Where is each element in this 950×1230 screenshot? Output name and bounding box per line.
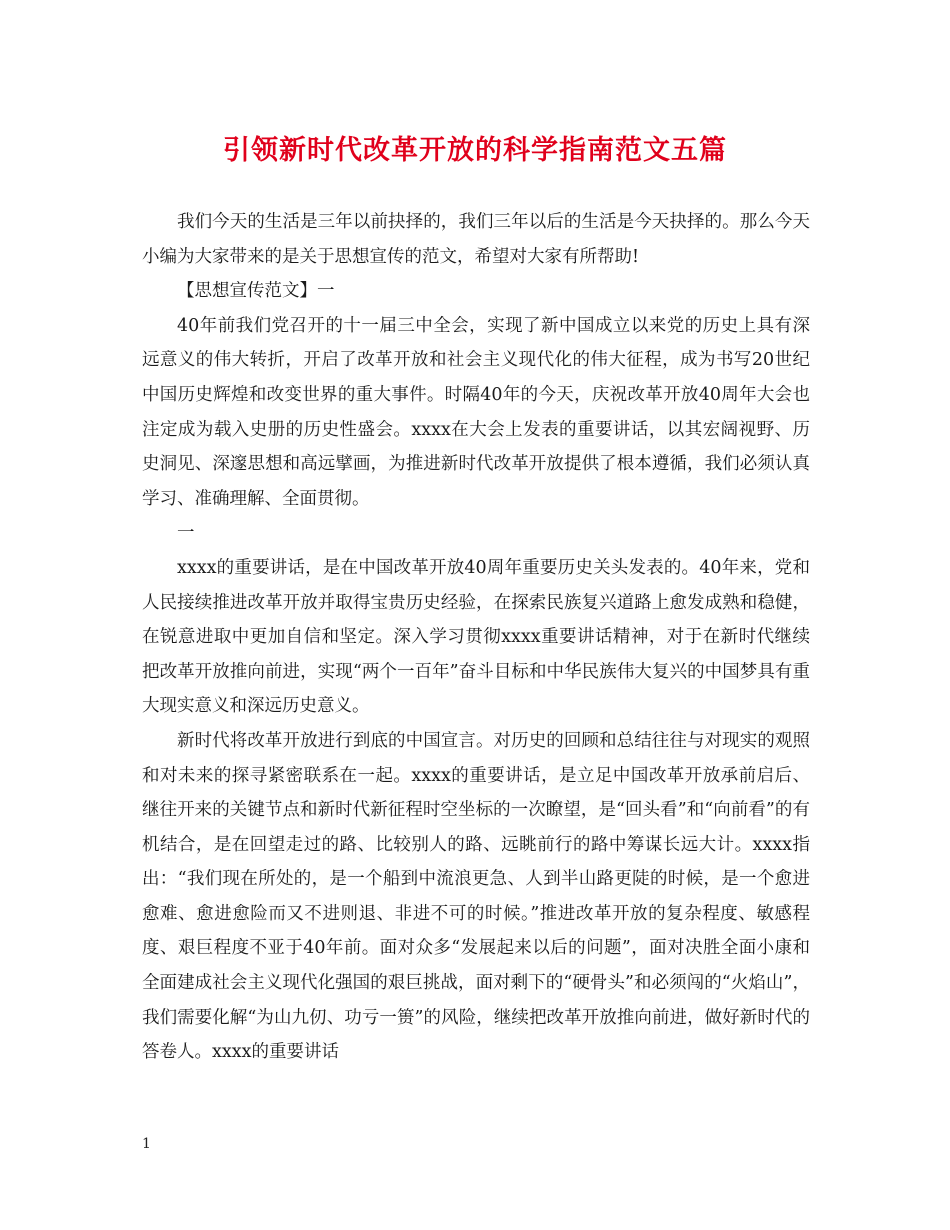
body-paragraph: 40年前我们党召开的十一届三中全会，实现了新中国成立以来党的历史上具有深远意义的伟大转折，开启了改革开放和社会主义现代化的伟大征程，成为书写20世纪中国历史辉煌和改变世界的重大事件。时隔40年的今天，庆祝改革开放40周年大会也注定成为载入史册的历史性盛会。xxxx在大会上发表的重要讲话，以其宏阔视野、历史洞见、深邃思想和高远擘画，为推进新时代改革开放提供了根本遵循，我们必须认真学习、准确理解、全面贯彻。 (142, 315, 810, 509)
body-paragraph: 新时代将改革开放进行到底的中国宣言。对历史的回顾和总结往往与对现实的观照和对未来的探寻紧密联系在一起。xxxx的重要讲话，是立足中国改革开放承前启后、继往开来的关键节点和新时代新征程时空坐标的一次瞭望，是“回头看”和“向前看”的有机结合，是在回望走过的路、比较别人的路、远眺前行的路中筹谋长远大计。xxxx指出：“我们现在所处的，是一个船到中流浪更急、人到半山路更陡的时候，是一个愈进愈难、愈进愈险而又不进则退、非进不可的时候。”推进改革开放的复杂程度、敏感程度、艰巨程度不亚于40年前。面对众多“发展起来以后的问题”，面对决胜全面小康和全面建成社会主义现代化强国的艰巨挑战，面对剩下的“硬骨头”和必须闯的“火焰山”，我们需要化解“为山九仞、功亏一篑”的风险，继续把改革开放推向前进，做好新时代的答卷人。xxxx的重要讲话 (142, 730, 810, 1063)
intro-paragraph: 我们今天的生活是三年以前抉择的，我们三年以后的生活是今天抉择的。那么今天小编为大家带来的是关于思想宣传的范文，希望对大家有所帮助! (142, 212, 810, 267)
document-title: 引领新时代改革开放的科学指南范文五篇 (223, 135, 727, 166)
section-marker: 一 (177, 523, 195, 544)
page-number: 1 (142, 1136, 151, 1152)
document-body (142, 205, 810, 1070)
body-paragraph: xxxx的重要讲话，是在中国改革开放40周年重要历史关头发表的。40年来，党和人民接续推进改革开放并取得宝贵历史经验，在探索民族复兴道路上愈发成熟和稳健，在锐意进取中更加自信和坚定。深入学习贯彻xxxx重要讲话精神，对于在新时代继续把改革开放推向前进，实现“两个一百年”奋斗目标和中华民族伟大复兴的中国梦具有重大现实意义和深远历史意义。 (142, 557, 810, 717)
section-heading: 【思想宣传范文】一 (177, 281, 335, 302)
